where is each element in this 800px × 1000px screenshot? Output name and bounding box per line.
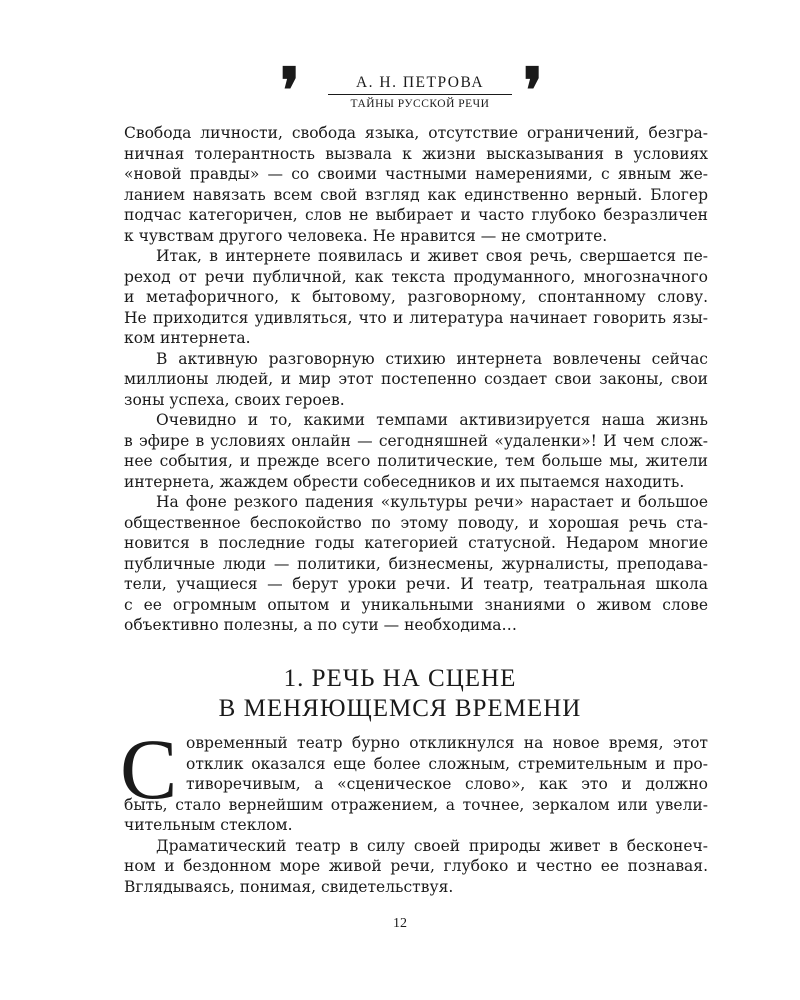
chapter-heading-line-1: 1. РЕЧЬ НА СЦЕНЕ [283,665,517,692]
chapter-heading-line-2: В МЕНЯЮЩЕМСЯ ВРЕМЕНИ [218,695,582,722]
running-header [0,58,800,126]
page-number: 12 [393,916,407,931]
section-text [124,795,708,898]
header-author: А. Н. ПЕТРОВА [355,74,485,91]
text-line: Вглядываясь, понимая, свидетельствуя. [124,877,454,896]
text-line: объективно полезны, а по сути — необходима… [124,616,517,634]
header-titles [320,74,520,111]
text-line: Итак, в интернете появилась и живет своя речь, свершается пе- [156,247,708,265]
text-line: В активную разговорную стихию интернета вовлечены сейчас [156,349,708,368]
text-line: отклик оказался еще более сложным, стремительным и про- [186,754,708,773]
text-line: ничная толерантность вызвала к жизни высказывания в условиях [124,144,708,163]
text-line: интернета, жаждем обрести собеседников и их пытаемся находить. [124,472,685,491]
text-line: тели, учащиеся — берут уроки речи. И театр, театральная школа [124,575,708,593]
text-line: тиворечивым, а «сценическое слово», как это и должно [186,775,708,793]
text-line: к чувствам другого человека. Не нравится — не смотрите. [124,226,608,245]
text-line: с ее огромным опытом и уникальными знаниями о живом слове [124,595,708,614]
text-line: ком интернета. [124,329,251,347]
text-line: Не приходится удивляться, что и литература начинает говорить язы- [124,308,708,327]
text-line: чительным стеклом. [124,816,293,834]
text-line: ном и бездонном море живой речи, глубоко и честно ее познавая. [124,857,708,875]
header-book-title: ТАЙНЫ РУССКОЙ РЕЧИ [350,98,490,110]
text-line: общественное беспокойство по этому поводу, и хорошая речь ста- [124,513,708,532]
body-text [124,123,708,636]
quote-ornament-right-icon: ❜ [523,58,543,126]
text-line: Драматический театр в силу своей природы живет в бесконеч- [156,836,708,855]
chapter-heading [100,664,700,724]
text-line: быть, стало вернейшим отражением, а точнее, зеркалом или увели- [124,795,708,814]
header-divider [328,94,512,95]
text-line: На фоне резкого падения «культуры речи» нарастает и большое [156,493,708,511]
text-line: публичные люди — политики, бизнесмены, журналисты, преподава- [124,554,708,573]
text-line: «новой правды» — со своими частными намерениями, с явным же- [124,165,708,183]
text-line: и метафоричного, к бытовому, разговорному, спонтанному слову. [124,288,708,306]
text-line: в эфире в условиях онлайн — сегодняшней «удаленки»! И чем слож- [124,431,708,450]
section-text-dropcap [186,733,708,795]
text-line: ланием навязать всем свой взгляд как единственно верный. Блогер [124,185,708,204]
text-line: новится в последние годы категорией статусной. Недаром многие [124,534,708,552]
text-line: миллионы людей, и мир этот постепенно создает свои законы, свои [124,370,708,388]
drop-cap: С [120,721,178,817]
text-line: овременный театр бурно откликнулся на новое время, этот [186,734,708,752]
text-line: Свобода личности, свобода языка, отсутствие ограничений, безгра- [124,124,708,142]
text-line: зоны успеха, своих героев. [124,390,345,409]
text-line: Очевидно и то, какими темпами активизируется наша жизнь [156,411,708,429]
text-line: реход от речи публичной, как текста продуманного, многозначного [124,267,708,286]
text-line: подчас категоричен, слов не выбирает и часто глубоко безразличен [124,206,708,224]
quote-ornament-left-icon: ❜ [280,58,300,126]
text-line: нее события, и прежде всего политические, тем больше мы, жители [124,452,708,470]
